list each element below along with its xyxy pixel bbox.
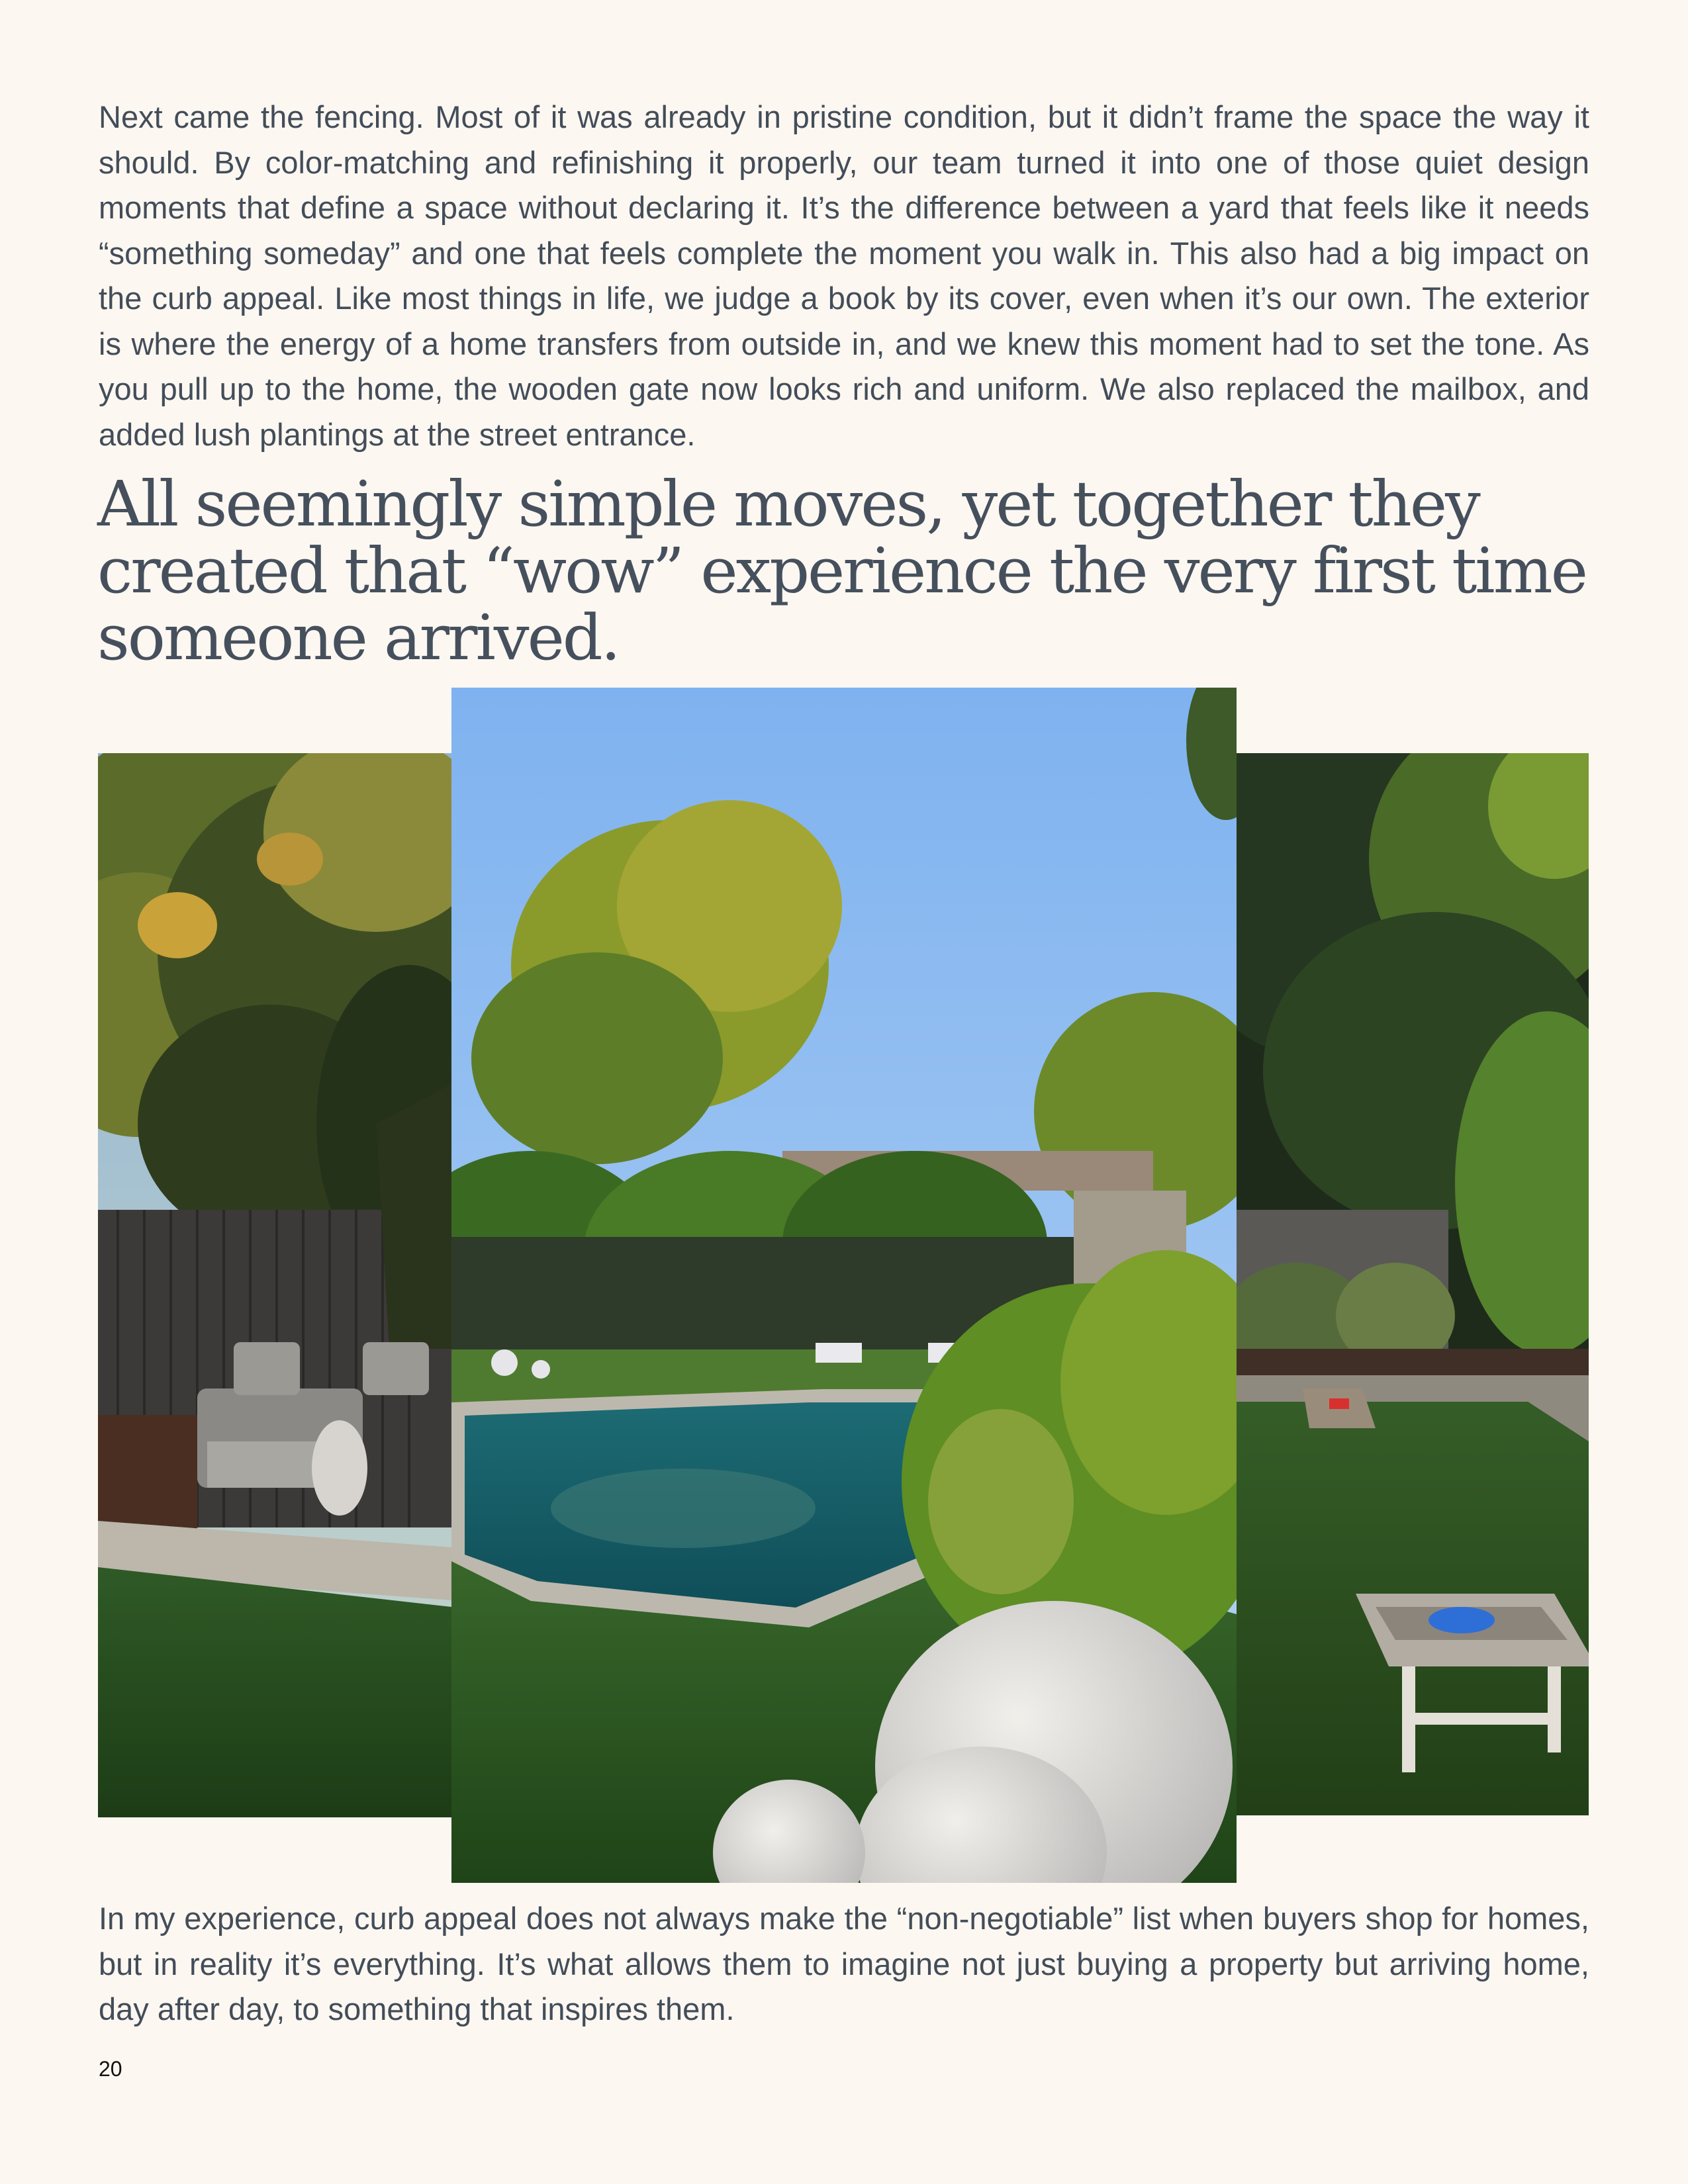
backyard-cornhole-photo [1237,753,1589,1815]
backyard-seating-photo [98,753,451,1817]
page-number: 20 [99,2057,122,2081]
body-paragraph-curb-appeal: In my experience, curb appeal does not always make the “non-negotiable” list when buyers shop for homes, but in reality it’s everything. It’s what allows them to imagine not just buying a property but arriving home, day after day, to something that inspires them. [99,1901,1589,2026]
body-paragraph-fencing: Next came the fencing. Most of it was already in pristine condition, but it didn’t frame the space the way it should. By color-matching and refinishing it properly, our team turned it into one of those quiet design moments that define a space without declaring it. It’s the difference between a yard that feels like it needs “something someday” and one that feels complete the moment you walk in. This also had a big impact on the curb appeal. Like most things in life, we judge a book by its cover, even when it’s our own. The exterior is where the energy of a home transfers from outside in, and we knew this moment had to set the tone. As you pull up to the home, the wooden gate now looks rich and uniform. We also replaced the mailbox, and added lush plantings at the street entrance. [99,99,1589,452]
backyard-pool-photo [451,688,1237,1883]
pull-quote: All seemingly simple moves, yet together they created that “wow” experience the very first time someone arrived. [97,468,1586,674]
